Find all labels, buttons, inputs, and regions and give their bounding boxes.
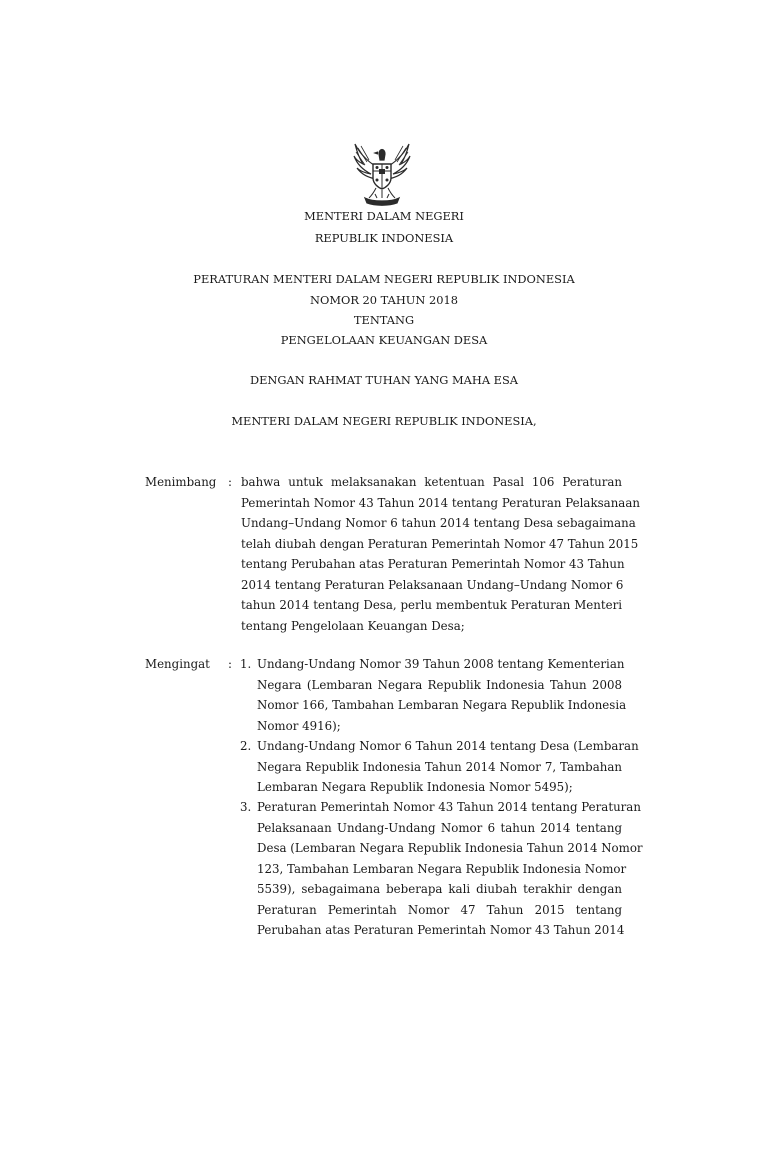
text-line: Negara Republik Indonesia Tahun 2014 Nomor 7, Tambahan bbox=[257, 759, 622, 774]
text-line: 2014 tentang Peraturan Pelaksanaan Undang–Undang Nomor 6 bbox=[241, 577, 624, 592]
text-line: 5539), sebagaimana beberapa kali diubah terakhir dengan bbox=[257, 882, 622, 896]
title-line-1: PERATURAN MENTERI DALAM NEGERI REPUBLIK INDONESIA bbox=[193, 272, 575, 286]
text-line: Pemerintah Nomor 43 Tahun 2014 tentang Peraturan Pelaksanaan bbox=[241, 495, 640, 510]
mengingat-item-2 bbox=[257, 736, 639, 798]
mengingat-label: Mengingat bbox=[145, 657, 210, 671]
invocation: DENGAN RAHMAT TUHAN YANG MAHA ESA bbox=[249, 373, 519, 387]
item-number: 3. bbox=[240, 800, 252, 814]
title-line-4: PENGELOLAAN KEUANGAN DESA bbox=[280, 333, 488, 347]
text-line: Lembaran Negara Republik Indonesia Nomor 5495); bbox=[257, 780, 573, 794]
issuer: MENTERI DALAM NEGERI REPUBLIK INDONESIA, bbox=[231, 414, 537, 428]
text-line: tentang Perubahan atas Peraturan Pemerintah Nomor 43 Tahun bbox=[241, 557, 625, 571]
title-line-2: NOMOR 20 TAHUN 2018 bbox=[310, 293, 458, 307]
text-line: Desa (Lembaran Negara Republik Indonesia Tahun 2014 Nomor bbox=[257, 841, 643, 855]
text-line: 123, Tambahan Lembaran Negara Republik Indonesia Nomor bbox=[257, 861, 627, 876]
text-line: bahwa untuk melaksanakan ketentuan Pasal 106 Peraturan bbox=[241, 475, 622, 489]
mengingat-item-1 bbox=[257, 654, 627, 736]
text-line: Undang–Undang Nomor 6 tahun 2014 tentang Desa sebagaimana bbox=[241, 516, 636, 530]
text-line: Peraturan Pemerintah Nomor 43 Tahun 2014 tentang Peraturan bbox=[257, 800, 641, 814]
mengingat-item-3 bbox=[257, 797, 643, 941]
text-line: Undang-Undang Nomor 39 Tahun 2008 tentang Kementerian bbox=[257, 657, 625, 671]
mengingat-colon: : bbox=[228, 657, 232, 671]
garuda-emblem-icon bbox=[349, 138, 415, 208]
text-line: Nomor 4916); bbox=[257, 718, 341, 733]
text-line: Negara (Lembaran Negara Republik Indonesia Tahun 2008 bbox=[257, 677, 622, 692]
header-line-2: REPUBLIK INDONESIA bbox=[314, 231, 454, 245]
title-line-3: TENTANG bbox=[353, 313, 415, 327]
menimbang-colon: : bbox=[228, 475, 232, 489]
text-line: tahun 2014 tentang Desa, perlu membentuk Peraturan Menteri bbox=[241, 598, 622, 612]
text-line: tentang Pengelolaan Keuangan Desa; bbox=[241, 618, 465, 633]
item-number: 1. bbox=[240, 657, 252, 671]
item-number: 2. bbox=[240, 739, 252, 753]
text-line: telah diubah dengan Peraturan Pemerintah Nomor 47 Tahun 2015 bbox=[241, 536, 639, 551]
text-line: Undang-Undang Nomor 6 Tahun 2014 tentang Desa (Lembaran bbox=[257, 739, 639, 753]
text-line: Peraturan Pemerintah Nomor 47 Tahun 2015 tentang bbox=[257, 902, 622, 917]
text-line: Pelaksanaan Undang-Undang Nomor 6 tahun 2014 tentang bbox=[257, 820, 622, 835]
menimbang-label: Menimbang bbox=[145, 475, 217, 489]
text-line: Nomor 166, Tambahan Lembaran Negara Republik Indonesia bbox=[257, 698, 627, 712]
header-line-1: MENTERI DALAM NEGERI bbox=[304, 209, 464, 223]
menimbang-text bbox=[241, 472, 640, 636]
text-line: Perubahan atas Peraturan Pemerintah Nomor 43 Tahun 2014 bbox=[257, 923, 625, 937]
